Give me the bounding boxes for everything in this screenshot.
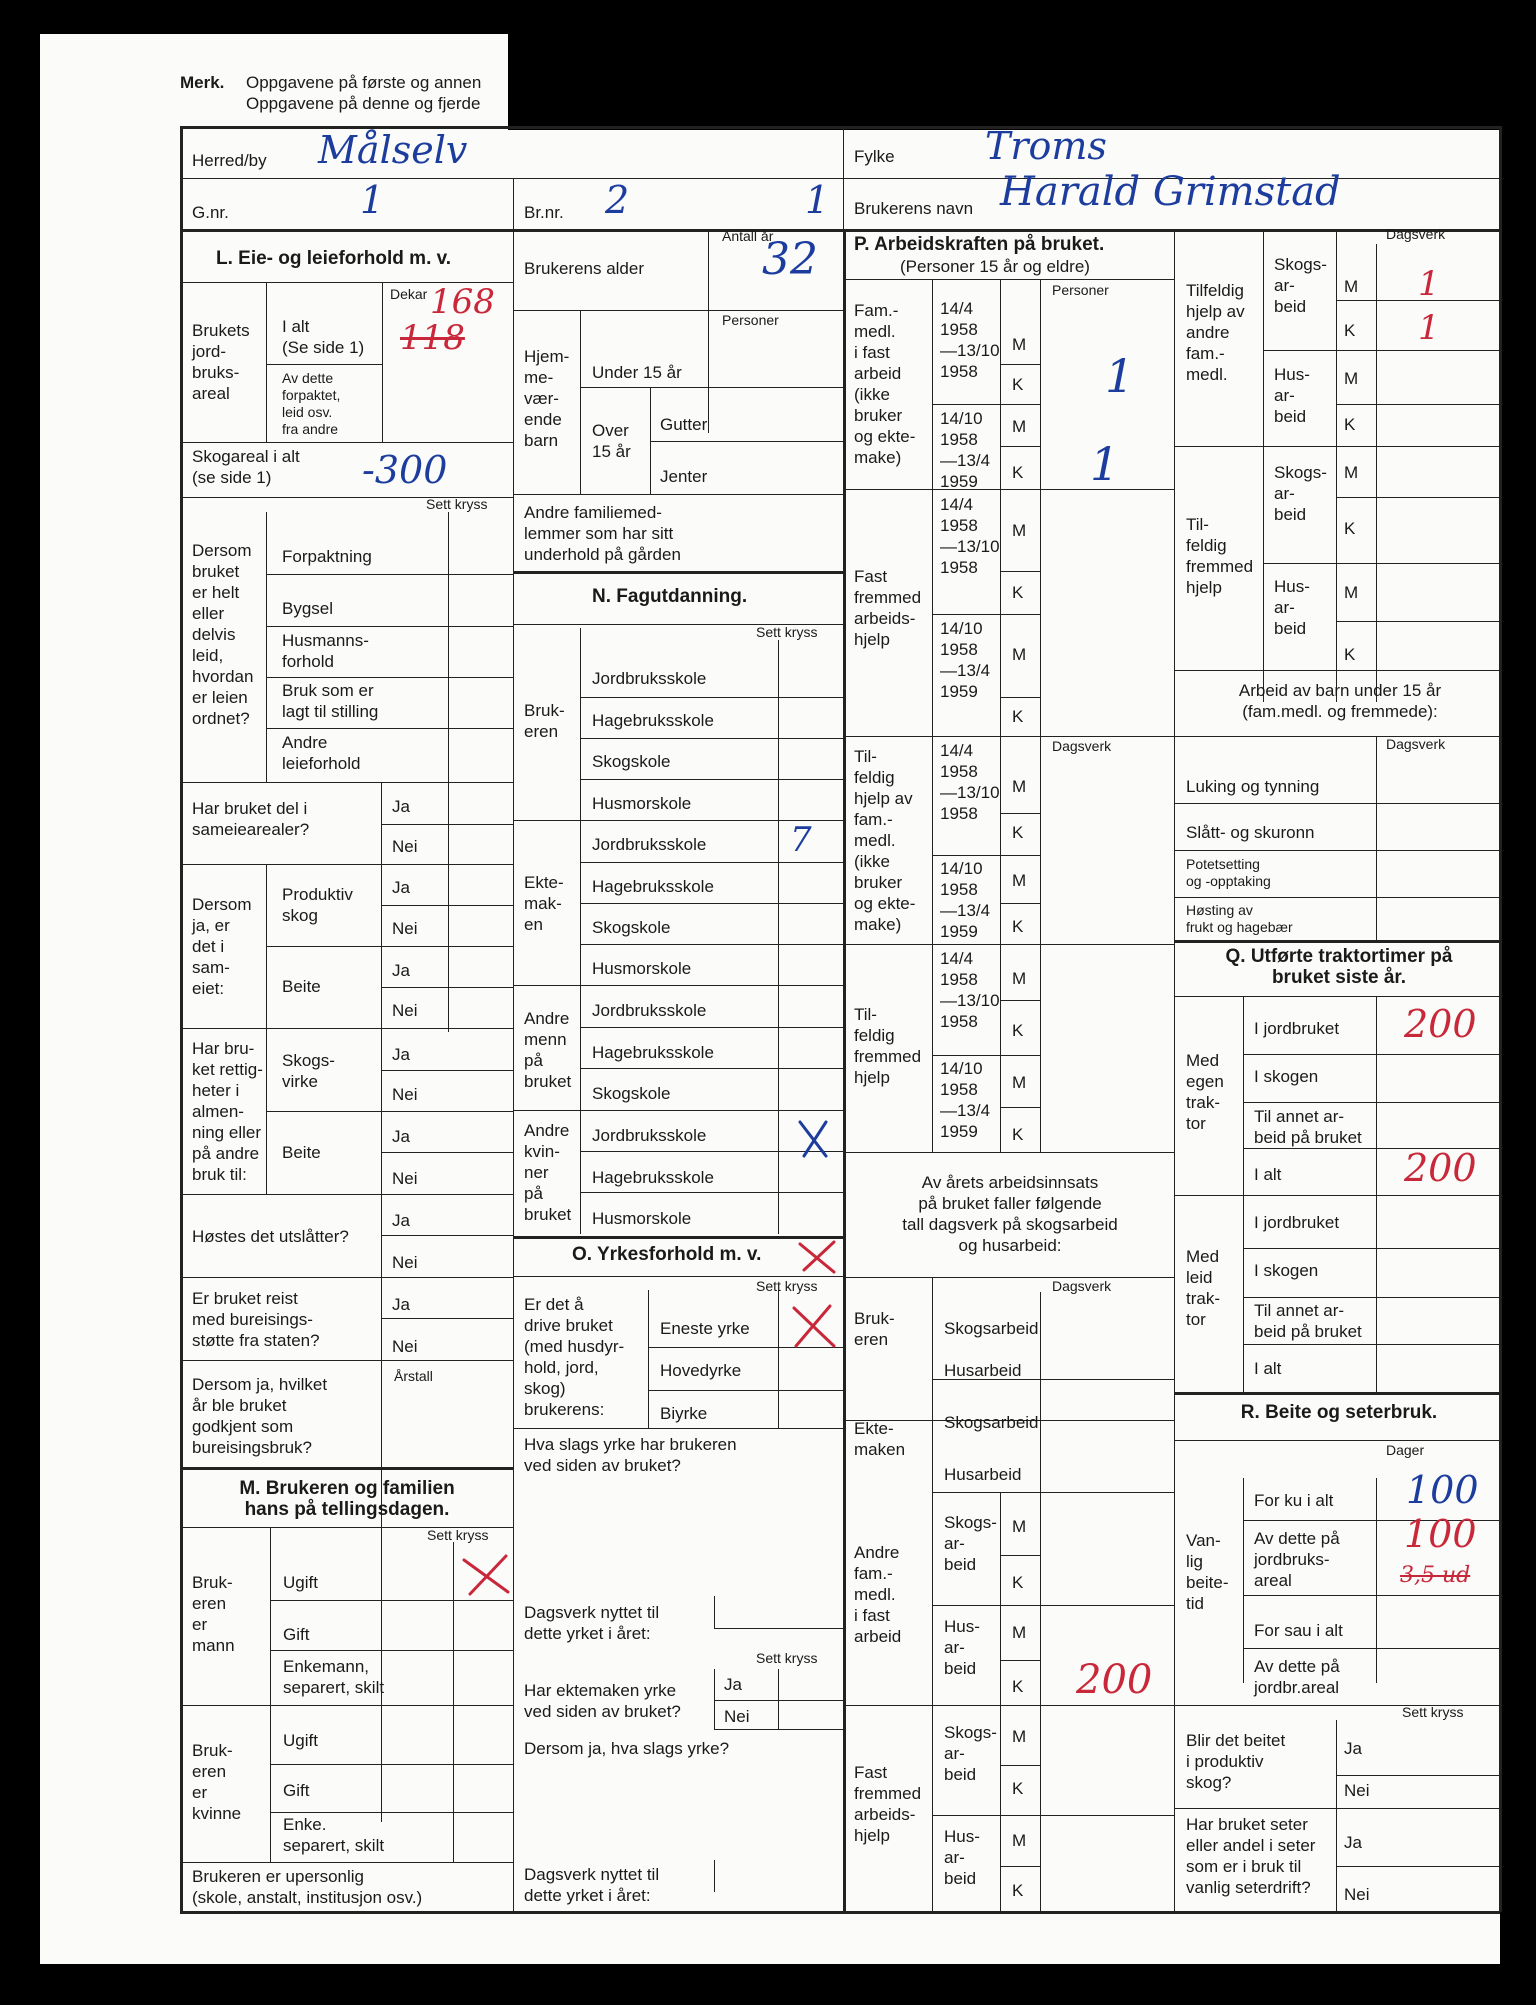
ektemaken-yrke-question: Har ektemaken yrke ved siden av bruket? (524, 1681, 681, 1721)
leie-item-husmann: Husmanns- forhold (282, 631, 369, 671)
gutter-label: Gutter (660, 415, 708, 434)
p-fam-p1-m: M (1012, 335, 1027, 354)
section-r-title: R. Beite og seterbruk. (1240, 1402, 1438, 1423)
p-andre-fam-hus-m: M (1012, 1623, 1027, 1642)
q-egen-jord-value: 200 (1404, 1002, 1477, 1046)
p-andre-fam-skogs: Skogs- ar- beid (944, 1513, 997, 1574)
tilf-fam-hus-k: K (1344, 415, 1356, 434)
barn-title: Arbeid av barn under 15 år (fam.medl. og fremmede): (1238, 681, 1442, 721)
skogsvirke-label: Skogs- virke (282, 1051, 335, 1091)
r-seter-ja: Ja (1344, 1833, 1362, 1852)
barn-dagsverk-label: Dagsverk (1386, 736, 1446, 752)
p-fam-p1-k-value: 1 (1105, 349, 1135, 403)
p-dagsverk-label: Dagsverk (1052, 738, 1112, 754)
p-fast-fr-hus-m: M (1012, 1831, 1027, 1850)
n-ektemaken-jord: Jordbruksskole (592, 835, 707, 854)
section-p-subtitle: (Personer 15 år og eldre) (900, 257, 1090, 276)
r-beitet-nei: Nei (1344, 1781, 1370, 1800)
reist-ja: Ja (392, 1295, 410, 1314)
sett-kryss-l: Sett kryss (426, 496, 488, 512)
p-tilf-fr-period1: 14/4 1958 —13/10 1958 (940, 949, 1000, 1031)
n-menn-skog: Skogskole (592, 1084, 671, 1103)
p-ektemaken-hus: Husarbeid (944, 1465, 1022, 1484)
section-l-title: L. Eie- og leieforhold m. v. (216, 248, 452, 269)
gnr-value: 1 (360, 178, 385, 222)
n-kvinner-husmor: Husmorskole (592, 1209, 692, 1228)
p-andre-fam-hus-k-value: 200 (1076, 1657, 1153, 1703)
p-tilf-p1-m: M (1012, 777, 1027, 796)
q-egen-jord: I jordbruket (1254, 1019, 1340, 1038)
p-fast-fr-skogs-m: M (1012, 1727, 1027, 1746)
tilf-dagsverk-label: Dagsverk (1386, 226, 1446, 242)
p-fast-p2-m: M (1012, 645, 1027, 664)
p-andre-fam-hus-k: K (1012, 1677, 1024, 1696)
leie-item-bygsel: Bygsel (282, 599, 334, 618)
tilf-fremmed-hus-m: M (1344, 583, 1359, 602)
mann-ugift: Ugift (283, 1573, 318, 1592)
n-brukeren-skog: Skogskole (592, 752, 671, 771)
hjem-label: Hjem- me- vær- ende barn (524, 347, 570, 450)
fylke-label: Fylke (854, 147, 895, 166)
p-fast-period2: 14/10 1958 —13/4 1959 (940, 619, 991, 701)
tilf-fremmed-label: Til- feldig fremmed hjelp (1186, 515, 1254, 597)
leie-item-forpaktning: Forpaktning (282, 547, 372, 566)
hovedyrke: Hovedyrke (660, 1361, 742, 1380)
p-tilf-fr-p1-k: K (1012, 1021, 1024, 1040)
p-ektemaken-label: Ekte- maken (854, 1419, 906, 1459)
r-seter-nei: Nei (1344, 1885, 1370, 1904)
q-egen-alt: I alt (1254, 1165, 1282, 1184)
n-andre-kvinner-label: Andre kvin- ner på bruket (524, 1121, 572, 1224)
over15-label: Over 15 år (592, 421, 631, 461)
p-fast-fremmed-label: Fast fremmed arbeids- hjelp (854, 567, 922, 649)
produktiv-skog-label: Produktiv skog (282, 885, 353, 925)
brukerens-navn-label: Brukerens navn (854, 199, 974, 218)
r-av-jord-old: 3,5 ud (1400, 1563, 1471, 1588)
beite-nei: Nei (392, 1001, 418, 1020)
r-seter-question: Har bruket seter eller andel i seter som er i bruk til vanlig seterdrift? (1186, 1815, 1316, 1897)
kvinne-gift: Gift (283, 1781, 310, 1800)
r-sau-label: For sau i alt (1254, 1621, 1343, 1640)
av-dette-label: Av dette forpaktet, leid osv. fra andre (282, 370, 341, 437)
skogsvirke-nei: Nei (392, 1085, 418, 1104)
brnr-value: 2 (605, 178, 630, 222)
brukerens-navn-value: Harald Grimstad (1000, 169, 1341, 215)
gnr-label: G.nr. (192, 203, 229, 222)
sameie-question: Har bruket del i sameiearealer? (192, 799, 310, 839)
p-tilf-period1: 14/4 1958 —13/10 1958 (940, 741, 1000, 823)
skog-value: -300 (362, 448, 448, 492)
av-arets-text: Av årets arbeidsinnsats på bruket faller følgende tall dagsverk på skogsarbeid og husarbeid: (902, 1173, 1118, 1255)
i-alt-value-old: 118 (400, 318, 465, 358)
p-fast-fr-hus: Hus- ar- beid (944, 1827, 980, 1888)
p-tilf-fr-p2-m: M (1012, 1073, 1027, 1092)
p-brukeren-label: Bruk- eren (854, 1309, 895, 1349)
tilf-fam-hus-m: M (1344, 369, 1359, 388)
mann-enkemann: Enkemann, separert, skilt (283, 1657, 385, 1697)
r-sett-kryss: Sett kryss (1402, 1704, 1464, 1720)
p-personer-label: Personer (1052, 282, 1109, 298)
leie-item-andre: Andre leieforhold (282, 733, 361, 773)
barn-slatt: Slått- og skuronn (1186, 823, 1315, 842)
hostes-question: Høstes det utslåtter? (192, 1227, 349, 1246)
p-tilf-p2-k: K (1012, 917, 1024, 936)
under15-label: Under 15 år (592, 363, 682, 382)
alder-label: Brukerens alder (524, 259, 645, 278)
hva-slags-question: Hva slags yrke har brukeren ved siden av bruket? (524, 1435, 737, 1475)
p-fast-p2-k: K (1012, 707, 1024, 726)
section-q-title: Q. Utførte traktortimer på bruket siste år. (1225, 946, 1453, 988)
section-n-title: N. Fagutdanning. (592, 586, 748, 607)
rett-beite-ja: Ja (392, 1127, 410, 1146)
q-egen-skog: I skogen (1254, 1067, 1319, 1086)
rett-question: Har bru- ket rettig- heter i almen- ning eller på andre bruk til: (192, 1039, 263, 1184)
p-tilf-fr-p1-m: M (1012, 969, 1027, 988)
p-fast-fr-skogs-k: K (1012, 1779, 1024, 1798)
p-fast-fr-skogs: Skogs- ar- beid (944, 1723, 997, 1784)
p-tilf-fr-period2: 14/10 1958 —13/4 1959 (940, 1059, 991, 1141)
p-fast-fr-hus-k: K (1012, 1881, 1024, 1900)
drive-question: Er det å drive bruket (med husdyr- hold, jord, skog) brukerens: (524, 1295, 625, 1419)
bruker-kvinne-label: Bruk- eren er kvinne (192, 1741, 242, 1823)
alder-value: 32 (762, 234, 818, 285)
r-vanlig-label: Van- lig beite- tid (1186, 1531, 1229, 1613)
mann-gift: Gift (283, 1625, 310, 1644)
p-tilf-p2-m: M (1012, 871, 1027, 890)
q-leid-label: Med leid trak- tor (1186, 1247, 1220, 1329)
q-egen-alt-value: 200 (1404, 1146, 1477, 1190)
herred-label: Herred/by (192, 151, 267, 170)
p-dagsverk-label-2: Dagsverk (1052, 1278, 1112, 1294)
sameie-nei: Nei (392, 837, 418, 856)
bruker-mann-label: Bruk- eren er mann (192, 1573, 235, 1655)
fylke-value: Troms (985, 124, 1107, 168)
r-beitet-ja: Ja (1344, 1739, 1362, 1758)
p-fam-p1-k: K (1012, 375, 1024, 394)
p-fam-period1: 14/4 1958 —13/10 1958 (940, 299, 1000, 381)
n-ektemaken-hage: Hagebruksskole (592, 877, 714, 896)
p-andre-fam-skogs-m: M (1012, 1517, 1027, 1536)
r-ku-value: 100 (1406, 1468, 1479, 1512)
tilf-fam-skogs-m-value: 1 (1418, 264, 1440, 304)
x-mark-eneste-yrke (794, 1306, 834, 1346)
dersom-ja-yrke: Dersom ja, hva slags yrke? (524, 1739, 730, 1758)
ektemaken-ja: Ja (724, 1675, 742, 1694)
n-ektemaken-jord-mark: 7 (790, 820, 812, 860)
produktiv-nei: Nei (392, 919, 418, 938)
r-av-jord-value: 100 (1404, 1512, 1477, 1556)
section-m-title: M. Brukeren og familien hans på tellingsdagen. (239, 1478, 455, 1520)
dagsverk-nyttet-2: Dagsverk nyttet til dette yrket i året: (524, 1865, 660, 1905)
herred-value: Målselv (318, 128, 468, 172)
produktiv-ja: Ja (392, 878, 410, 897)
sett-kryss-m: Sett kryss (427, 1527, 489, 1543)
q-leid-jord: I jordbruket (1254, 1213, 1340, 1232)
p-tilf-fr-p2-k: K (1012, 1125, 1024, 1144)
jord-label: Brukets jord- bruks- areal (192, 321, 250, 403)
note-label: Merk. (180, 73, 225, 92)
x-mark-mann-ugift (464, 1556, 508, 1594)
antall-ar-label: Antall år (722, 228, 774, 244)
leie-item-bruk: Bruk som er lagt til stilling (282, 681, 379, 721)
q-egen-label: Med egen trak- tor (1186, 1051, 1224, 1133)
n-andre-menn-label: Andre menn på bruket (524, 1009, 572, 1091)
tilf-fremmed-hus-k: K (1344, 645, 1356, 664)
p-tilf-p1-k: K (1012, 823, 1024, 842)
i-alt-label: I alt (Se side 1) (282, 317, 365, 357)
n-brukeren-label: Bruk- eren (524, 701, 565, 741)
p-fast-period1: 14/4 1958 —13/10 1958 (940, 495, 1000, 577)
dersom-ja-label: Dersom ja, er det i sam- eiet: (192, 895, 252, 998)
i-alt-value-new: 168 (430, 282, 495, 322)
brnr-slash: 1 (805, 178, 830, 222)
skog-label: Skogareal i alt (se side 1) (192, 447, 300, 487)
tilf-fremmed-skogs-m: M (1344, 463, 1359, 482)
section-p-title: P. Arbeidskraften på bruket. (854, 234, 1105, 255)
n-ektemaken-skog: Skogskole (592, 918, 671, 937)
ektemaken-nei: Nei (724, 1707, 750, 1726)
dagsverk-nyttet-1: Dagsverk nyttet til dette yrket i året: (524, 1603, 660, 1643)
hostes-ja: Ja (392, 1211, 410, 1230)
reist-question: Er bruket reist med bureisings- støtte fra staten? (192, 1289, 320, 1350)
skogsvirke-ja: Ja (392, 1045, 410, 1064)
section-o-title: O. Yrkesforhold m. v. (572, 1244, 762, 1265)
sett-kryss-o: Sett kryss (756, 1278, 818, 1294)
n-brukeren-jord: Jordbruksskole (592, 669, 707, 688)
p-fam-p2-k-value: 1 (1090, 437, 1120, 491)
r-ku-label: For ku i alt (1254, 1491, 1334, 1510)
brnr-label: Br.nr. (524, 203, 564, 222)
tilf-fam-label: Tilfeldig hjelp av andre fam.- medl. (1186, 281, 1245, 384)
kvinne-enke: Enke. separert, skilt (283, 1815, 385, 1855)
rett-beite-nei: Nei (392, 1169, 418, 1188)
q-leid-skog: I skogen (1254, 1261, 1319, 1280)
p-brukeren-skog: Skogsarbeid (944, 1319, 1039, 1338)
beite-label: Beite (282, 977, 321, 996)
n-ektemaken-label: Ekte- mak- en (524, 873, 564, 934)
note-line-1: Oppgavene på første og annen (246, 73, 482, 92)
p-fast-fremmed2-label: Fast fremmed arbeids- hjelp (854, 1763, 922, 1845)
jenter-label: Jenter (660, 467, 708, 486)
barn-hosting: Høsting av frukt og hagebær (1186, 902, 1293, 935)
godkjent-question: Dersom ja, hvilket år ble bruket godkjent som bureisingsbruk? (192, 1375, 328, 1457)
p-tilf-fam-label: Til- feldig hjelp av fam.- medl. (ikke bruker og ekte- make) (854, 747, 916, 934)
p-fast-p1-k: K (1012, 583, 1024, 602)
n-menn-jord: Jordbruksskole (592, 1001, 707, 1020)
p-tilf-period2: 14/10 1958 —13/4 1959 (940, 859, 991, 941)
r-dager-label: Dager (1386, 1442, 1425, 1458)
p-fam-period2: 14/10 1958 —13/4 1959 (940, 409, 991, 491)
hostes-nei: Nei (392, 1253, 418, 1272)
p-fam-p2-k: K (1012, 463, 1024, 482)
n-kvinner-jord: Jordbruksskole (592, 1126, 707, 1145)
leie-label: Dersom bruket er helt eller delvis leid, hvordan er leien ordnet? (192, 541, 254, 728)
barn-potet: Potetsetting og -opptaking (1186, 856, 1271, 889)
tilf-fam-skogs-k: K (1344, 321, 1356, 340)
andre-familie-label: Andre familiemed- lemmer som har sitt underhold på gården (524, 503, 681, 564)
p-andre-fam-skogs-k: K (1012, 1573, 1024, 1592)
r-beitet-question: Blir det beitet i produktiv skog? (1186, 1731, 1286, 1792)
p-fam-p2-m: M (1012, 417, 1027, 436)
p-ektemaken-skog: Skogsarbeid (944, 1413, 1039, 1432)
hjem-personer-label: Personer (722, 312, 779, 328)
n-ektemaken-husmor: Husmorskole (592, 959, 692, 978)
tilf-fremmed-skogs-k: K (1344, 519, 1356, 538)
arstall-label: Årstall (394, 1368, 433, 1384)
beite-ja: Ja (392, 961, 410, 980)
q-egen-annet: Til annet ar- beid på bruket (1254, 1107, 1362, 1147)
p-brukeren-hus: Husarbeid (944, 1361, 1022, 1380)
p-fam-label: Fam.- medl. i fast arbeid (ikke bruker og ekte- make) (854, 301, 916, 467)
x-mark-yrke-title (800, 1242, 834, 1272)
p-andre-fam-hus: Hus- ar- beid (944, 1617, 980, 1678)
sett-kryss-o2: Sett kryss (756, 1650, 818, 1666)
n-brukeren-hage: Hagebruksskole (592, 711, 714, 730)
rett-beite-label: Beite (282, 1143, 321, 1162)
p-fast-p1-m: M (1012, 521, 1027, 540)
kvinne-ugift: Ugift (283, 1731, 318, 1750)
n-kvinner-hage: Hagebruksskole (592, 1168, 714, 1187)
tilf-fremmed-skogs: Skogs- ar- beid (1274, 463, 1327, 524)
barn-luking: Luking og tynning (1186, 777, 1320, 796)
tilf-fam-skogs-m: M (1344, 277, 1359, 296)
sameie-ja: Ja (392, 797, 410, 816)
p-tilf-fremmed-label: Til- feldig fremmed hjelp (854, 1005, 922, 1087)
n-menn-hage: Hagebruksskole (592, 1043, 714, 1062)
biyrke: Biyrke (660, 1404, 708, 1423)
p-andre-fam-label: Andre fam.- medl. i fast arbeid (854, 1543, 902, 1646)
reist-nei: Nei (392, 1337, 418, 1356)
upersonlig-label: Brukeren er upersonlig (skole, anstalt, institusjon osv.) (192, 1867, 423, 1907)
r-av-jord2-label: Av dette på jordbr.areal (1254, 1657, 1340, 1697)
sett-kryss-n: Sett kryss (756, 624, 818, 640)
q-leid-annet: Til annet ar- beid på bruket (1254, 1301, 1362, 1341)
n-brukeren-husmor: Husmorskole (592, 794, 692, 813)
r-av-jord-label: Av dette på jordbruks- areal (1254, 1529, 1340, 1590)
x-mark-kvinner-jord (800, 1122, 826, 1156)
tilf-fam-hus: Hus- ar- beid (1274, 365, 1310, 426)
tilf-fam-skogs-k-value: 1 (1418, 308, 1440, 348)
note-line-2: Oppgavene på denne og fjerde (246, 94, 481, 113)
tilf-fam-skogs: Skogs- ar- beid (1274, 255, 1327, 316)
dekar-label: Dekar (390, 286, 428, 302)
eneste-yrke: Eneste yrke (660, 1319, 750, 1338)
q-leid-alt: I alt (1254, 1359, 1282, 1378)
tilf-fremmed-hus: Hus- ar- beid (1274, 577, 1310, 638)
